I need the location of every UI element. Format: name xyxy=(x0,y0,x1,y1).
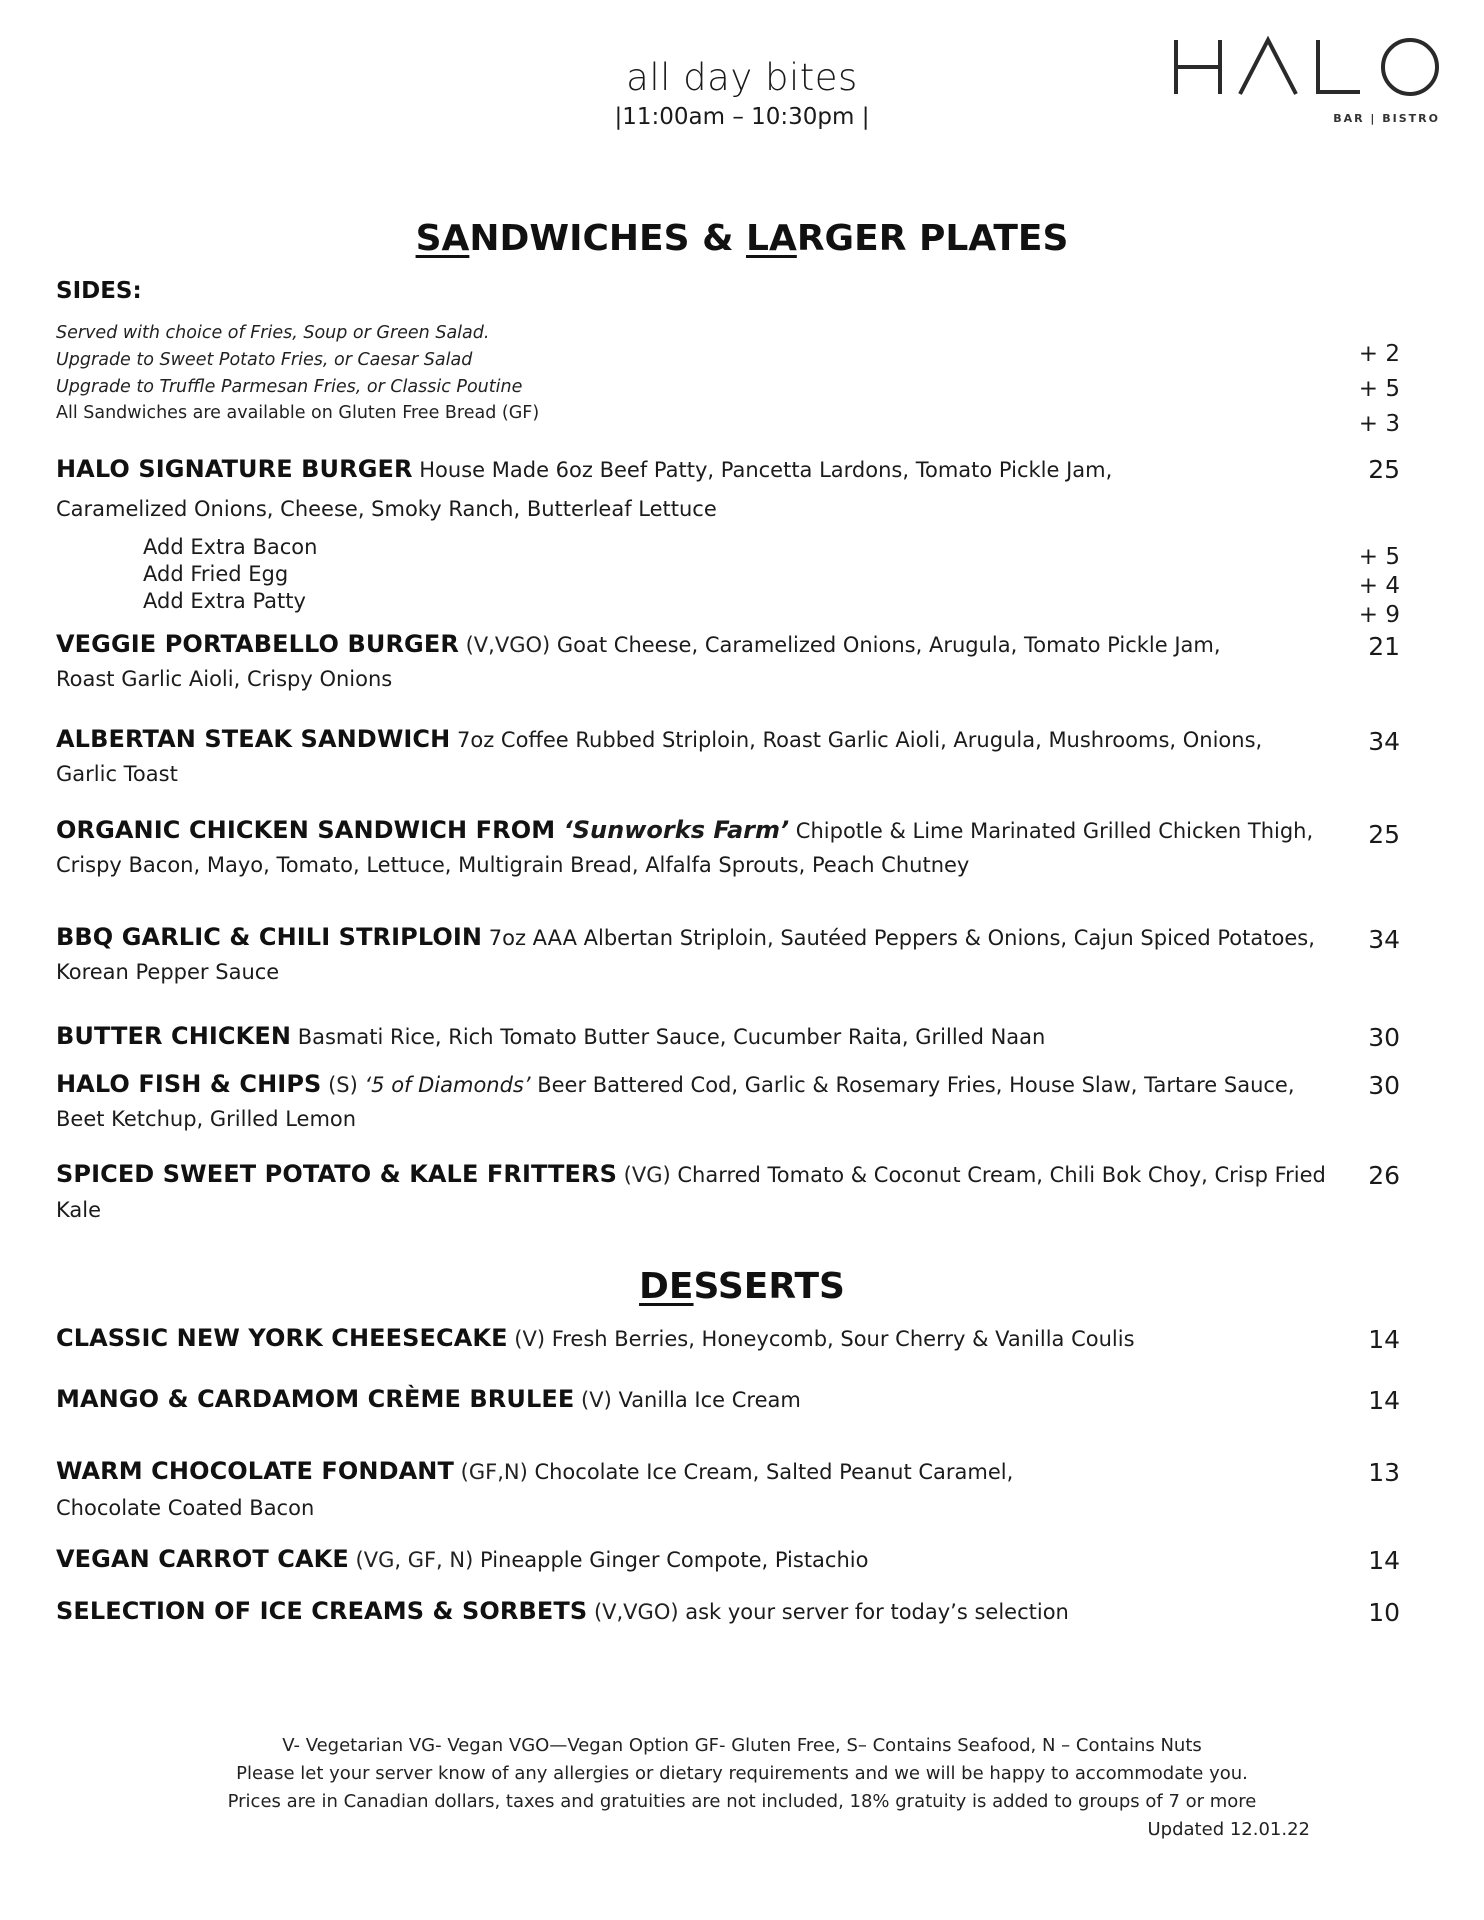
title-part: NDWICHES & xyxy=(469,218,747,259)
menu-item xyxy=(56,1019,1346,1055)
side-price: + 3 xyxy=(1358,411,1400,437)
item-price: 25 xyxy=(1368,820,1400,849)
item-price: 21 xyxy=(1368,632,1400,661)
item-desc: Chipotle & Lime Marinated Grilled Chicken Thigh, xyxy=(789,819,1314,843)
title-part: LA xyxy=(746,218,797,259)
item-tag: (V) xyxy=(574,1388,612,1412)
item-desc: Basmati Rice, Rich Tomato Butter Sauce, Cucumber Raita, Grilled Naan xyxy=(291,1025,1046,1049)
item-desc-line2: Chocolate Coated Bacon xyxy=(56,1496,315,1520)
item-desc: ask your server for today’s selection xyxy=(678,1600,1069,1624)
menu-hours: |11:00am – 10:30pm | xyxy=(614,104,870,130)
item-desc-line2: Korean Pepper Sauce xyxy=(56,960,280,984)
menu-item xyxy=(56,920,1346,956)
item-price: 13 xyxy=(1368,1458,1400,1487)
addon-price: + 4 xyxy=(1358,573,1400,599)
menu-title: all day bites xyxy=(626,56,858,99)
item-name: ALBERTAN STEAK SANDWICH xyxy=(56,725,451,753)
item-price: 34 xyxy=(1368,925,1400,954)
updated-date: Updated 12.01.22 xyxy=(1147,1819,1310,1840)
item-desc: 7oz Coffee Rubbed Striploin, Roast Garlic Aioli, Arugula, Mushrooms, Onions, xyxy=(450,728,1263,752)
addon-price: + 9 xyxy=(1358,602,1400,628)
item-name: CLASSIC NEW YORK CHEESECAKE xyxy=(56,1324,508,1352)
addon-item: Add Extra Bacon xyxy=(143,535,318,559)
halo-logo-mark xyxy=(1170,34,1440,104)
section-title-sandwiches xyxy=(0,218,1484,259)
item-name: WARM CHOCOLATE FONDANT xyxy=(56,1457,454,1485)
item-desc: House Made 6oz Beef Patty, Pancetta Lardons, Tomato Pickle Jam, xyxy=(412,458,1113,482)
menu-item xyxy=(56,1454,1346,1490)
item-price: 14 xyxy=(1368,1546,1400,1575)
side-note: Upgrade to Sweet Potato Fries, or Caesar Salad xyxy=(56,350,473,370)
item-price: 25 xyxy=(1368,455,1400,484)
item-name: VEGGIE PORTABELLO BURGER xyxy=(56,630,459,658)
item-desc: Beer Battered Cod, Garlic & Rosemary Fries, House Slaw, Tartare Sauce, xyxy=(530,1073,1295,1097)
side-price: + 2 xyxy=(1358,341,1400,367)
allergy-note: Please let your server know of any allergies or dietary requirements and we will be happy to accommodate you. xyxy=(236,1763,1248,1784)
item-name: BUTTER CHICKEN xyxy=(56,1022,292,1050)
item-desc: Charred Tomato & Coconut Cream, Chili Bok Choy, Crisp Fried Kale xyxy=(56,1163,1326,1222)
item-desc-line2: Roast Garlic Aioli, Crispy Onions xyxy=(56,667,393,691)
item-name: BBQ GARLIC & CHILI STRIPLOIN xyxy=(56,923,483,951)
item-name: ORGANIC CHICKEN SANDWICH FROM xyxy=(56,816,564,844)
menu-item xyxy=(56,1382,1346,1418)
item-desc: Fresh Berries, Honeycomb, Sour Cherry & Vanilla Coulis xyxy=(545,1327,1135,1351)
item-tag: (V,VGO) xyxy=(458,633,551,657)
pricing-note: Prices are in Canadian dollars, taxes and gratuities are not included, 18% gratuity is added to groups of 7 or more xyxy=(227,1791,1257,1812)
title-part: SSERTS xyxy=(693,1266,845,1307)
dietary-legend: V- Vegetarian VG- Vegan VGO—Vegan Option GF- Gluten Free, S– Contains Seafood, N – Contains Nuts xyxy=(282,1735,1202,1756)
halo-logo xyxy=(1170,34,1440,134)
item-tag: (V) xyxy=(507,1327,546,1351)
item-desc: Vanilla Ice Cream xyxy=(611,1388,801,1412)
item-price: 30 xyxy=(1368,1023,1400,1052)
item-price: 34 xyxy=(1368,727,1400,756)
side-note: All Sandwiches are available on Gluten Free Bread (GF) xyxy=(56,403,540,423)
addon-item: Add Fried Egg xyxy=(143,562,289,586)
item-name: HALO FISH & CHIPS xyxy=(56,1070,322,1098)
item-desc-line2: Caramelized Onions, Cheese, Smoky Ranch, Butterleaf Lettuce xyxy=(56,497,717,521)
item-name: SELECTION OF ICE CREAMS & SORBETS xyxy=(56,1597,588,1625)
side-price: + 5 xyxy=(1358,376,1400,402)
menu-item xyxy=(56,722,1346,758)
item-price: 26 xyxy=(1368,1161,1400,1190)
item-desc: Goat Cheese, Caramelized Onions, Arugula, Tomato Pickle Jam, xyxy=(550,633,1221,657)
item-desc-line2: Garlic Toast xyxy=(56,762,178,786)
menu-item xyxy=(56,1542,1346,1578)
item-tag: (GF,N) xyxy=(453,1460,528,1484)
item-name: MANGO & CARDAMOM CRÈME BRULEE xyxy=(56,1385,575,1413)
side-note: Upgrade to Truffle Parmesan Fries, or Classic Poutine xyxy=(56,377,523,397)
item-beer: ‘5 of Diamonds’ xyxy=(364,1073,531,1097)
menu-item xyxy=(56,452,1346,488)
item-desc-line2: Beet Ketchup, Grilled Lemon xyxy=(56,1107,357,1131)
item-name: SPICED SWEET POTATO & KALE FRITTERS xyxy=(56,1160,617,1188)
item-name: VEGAN CARROT CAKE xyxy=(56,1545,349,1573)
item-desc-line2: Crispy Bacon, Mayo, Tomato, Lettuce, Multigrain Bread, Alfalfa Sprouts, Peach Chutney xyxy=(56,853,970,877)
addon-item: Add Extra Patty xyxy=(143,589,306,613)
menu-item xyxy=(56,1067,1346,1103)
item-farm: ‘Sunworks Farm’ xyxy=(563,816,790,844)
menu-item xyxy=(56,627,1346,663)
item-desc: 7oz AAA Albertan Striploin, Sautéed Peppers & Onions, Cajun Spiced Potatoes, xyxy=(482,926,1315,950)
title-part: DE xyxy=(639,1266,694,1307)
menu-item xyxy=(56,1157,1346,1228)
addon-price: + 5 xyxy=(1358,544,1400,570)
menu-item xyxy=(56,813,1346,849)
item-tag: (S) xyxy=(321,1073,365,1097)
item-tag: (VG) xyxy=(616,1163,671,1187)
menu-item xyxy=(56,1321,1346,1357)
item-name: HALO SIGNATURE BURGER xyxy=(56,455,413,483)
menu-item xyxy=(56,1594,1346,1630)
logo-subtitle: BAR | BISTRO xyxy=(1333,112,1440,125)
item-desc: Chocolate Ice Cream, Salted Peanut Caramel, xyxy=(527,1460,1014,1484)
item-tag: (VG, GF, N) xyxy=(348,1548,474,1572)
item-price: 10 xyxy=(1368,1598,1400,1627)
title-part: SA xyxy=(415,218,470,259)
sides-label: SIDES: xyxy=(56,278,142,304)
item-price: 14 xyxy=(1368,1325,1400,1354)
side-note: Served with choice of Fries, Soup or Green Salad. xyxy=(56,323,490,343)
title-part: RGER PLATES xyxy=(796,218,1069,259)
item-desc: Pineapple Ginger Compote, Pistachio xyxy=(473,1548,869,1572)
section-title-desserts xyxy=(0,1266,1484,1307)
item-price: 14 xyxy=(1368,1386,1400,1415)
item-tag: (V,VGO) xyxy=(587,1600,679,1624)
item-price: 30 xyxy=(1368,1071,1400,1100)
